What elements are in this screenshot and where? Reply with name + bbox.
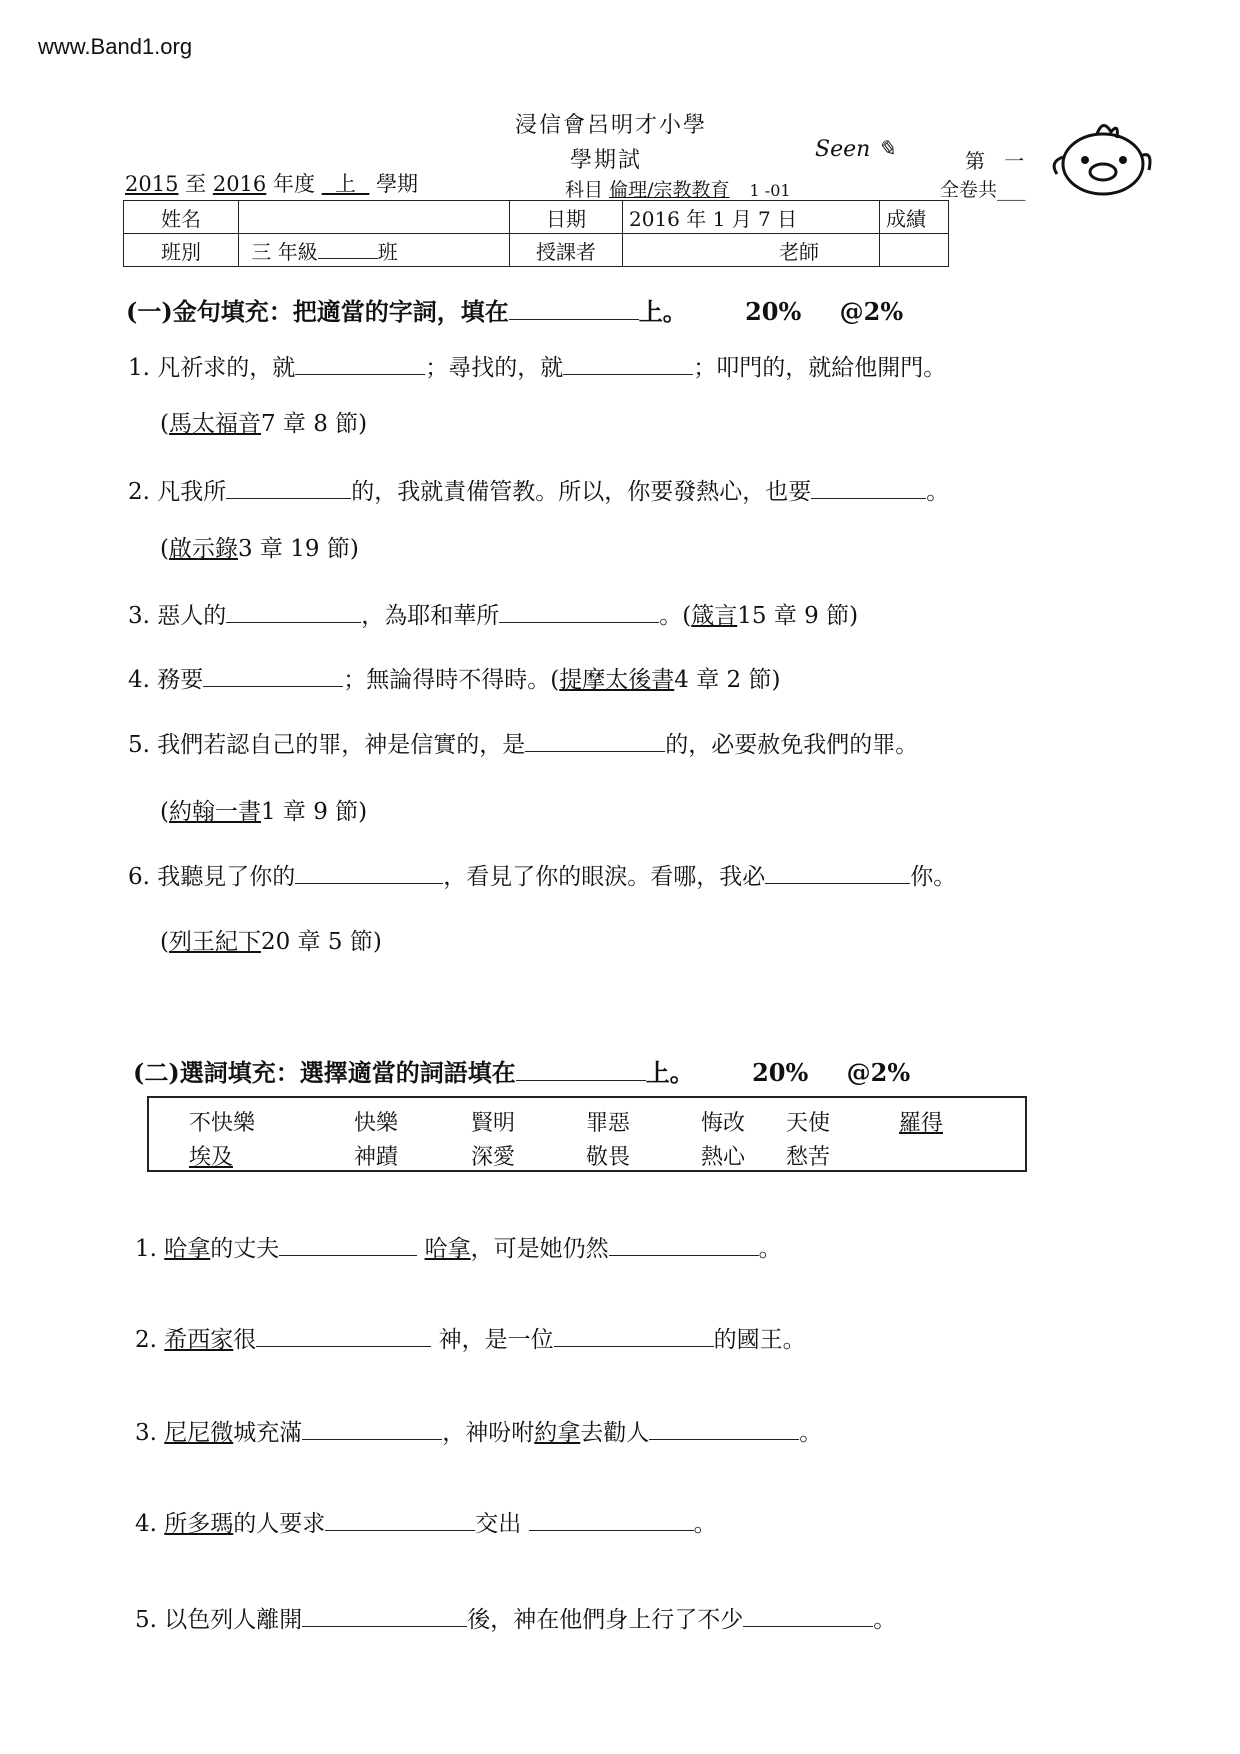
q-text: 我聽見了你的 [157, 864, 296, 890]
teacher-value: 老師 [623, 234, 880, 267]
answer-blank[interactable] [765, 861, 910, 884]
answer-blank[interactable] [554, 1324, 714, 1347]
student-info-table [123, 200, 949, 267]
name-label: 姓名 [124, 201, 239, 234]
answer-blank[interactable] [563, 352, 693, 375]
answer-blank[interactable] [649, 1417, 799, 1440]
ref-book: 馬太福音 [168, 411, 261, 437]
section2-title [133, 1053, 910, 1088]
year-word: 年度 [272, 172, 315, 196]
answer-blank[interactable] [743, 1604, 873, 1627]
teacher-label: 授課者 [510, 234, 623, 267]
word-option: 熱心 [701, 1145, 746, 1170]
word-option: 深愛 [471, 1145, 516, 1170]
q-text: 。 [758, 1236, 782, 1262]
word-option: 羅得 [899, 1111, 944, 1136]
answer-blank[interactable] [226, 600, 361, 623]
word-option: 埃及 [189, 1145, 234, 1170]
q-text: 凡祈求的，就 [157, 355, 296, 381]
score-field[interactable] [880, 234, 949, 267]
ref-rest: 7 章 8 節) [260, 411, 368, 437]
q-text: ，看見了你的眼淚。看哪，我必 [443, 864, 766, 890]
ref-book: 列王紀下 [168, 929, 261, 955]
s2-q1 [135, 1230, 782, 1263]
answer-blank[interactable] [226, 476, 351, 499]
word-option: 賢明 [471, 1111, 516, 1136]
s1-q5 [128, 726, 918, 759]
ref-book: 約翰一書 [168, 799, 261, 825]
section2-title-text: (二)選詞填充：選擇適當的詞語填在 [133, 1058, 516, 1087]
section1-marks: 20% [745, 297, 802, 326]
q-name: 希西家 [164, 1327, 234, 1353]
answer-blank[interactable] [256, 1324, 431, 1347]
q-text: 的，必要赦免我們的罪。 [665, 732, 919, 758]
subject-label: 科目 [565, 179, 604, 201]
answer-blank[interactable] [302, 1604, 467, 1627]
q-num: 5. [128, 732, 150, 758]
q-num: 5. [135, 1607, 157, 1633]
q-text: ，可是她仍然 [470, 1236, 609, 1262]
s2-q5 [135, 1601, 896, 1634]
answer-blank[interactable] [295, 861, 443, 884]
ref-rest: 15 章 9 節) [737, 603, 859, 629]
word-option: 天使 [786, 1111, 831, 1136]
section2-marks: 20% [752, 1058, 809, 1087]
q-name: 約拿 [534, 1420, 581, 1446]
q-num: 4. [135, 1511, 157, 1537]
subject-value: 倫理/宗教教育 [609, 179, 730, 201]
q-text: 後，神在他們身上行了不少 [467, 1607, 744, 1633]
q-num: 2. [135, 1327, 157, 1353]
answer-blank[interactable] [609, 1233, 759, 1256]
term-word: 學期 [376, 172, 419, 196]
section1-each: @2% [839, 297, 904, 326]
s1-q2 [128, 473, 949, 506]
s2-q4 [135, 1505, 717, 1538]
s1-q1-ref [160, 405, 367, 438]
class-field[interactable] [239, 234, 510, 267]
word-option: 不快樂 [189, 1111, 256, 1136]
answer-blank[interactable] [325, 1508, 475, 1531]
answer-blank[interactable] [295, 352, 425, 375]
q-text: 你。 [910, 864, 957, 890]
section1-title [126, 292, 903, 327]
q-text: 。 [926, 479, 950, 505]
s1-q4 [128, 661, 780, 694]
q-text: 城充滿 [233, 1420, 303, 1446]
s1-q3 [128, 597, 858, 630]
section1-title-text: (一)金句填充：把適當的字詞，填在 [126, 297, 509, 326]
answer-blank[interactable] [525, 729, 665, 752]
q-text: ；尋找的，就 [425, 355, 564, 381]
s1-q5-ref [160, 793, 367, 826]
word-option: 愁苦 [786, 1145, 831, 1170]
class-class: 班 [377, 239, 398, 264]
ref-book: 提摩太後書 [559, 667, 675, 693]
ref-open: ( [160, 411, 169, 437]
q-text: 去勸人 [580, 1420, 650, 1446]
q-text: 交出 [475, 1511, 522, 1537]
school-name: 浸信會呂明才小學 [515, 113, 708, 138]
answer-blank[interactable] [811, 476, 926, 499]
year-to: 2016 [212, 172, 267, 196]
q-num: 3. [128, 603, 150, 629]
subject-code: 1 -01 [749, 181, 791, 200]
date-value: 2016 年 1 月 7 日 [623, 201, 880, 234]
ref-rest: 3 章 19 節) [237, 536, 359, 562]
seen-text: Seen [815, 137, 871, 162]
q-text: 很 [233, 1327, 257, 1353]
q-text: 。 [693, 1511, 717, 1537]
school-year-line [125, 168, 418, 198]
q-text: 務要 [157, 667, 204, 693]
q-num: 4. [128, 667, 150, 693]
q-text: 的丈夫 [210, 1236, 280, 1262]
s1-q1 [128, 349, 946, 382]
q-num: 3. [135, 1420, 157, 1446]
ref-open: ( [160, 929, 169, 955]
word-option: 罪惡 [586, 1111, 631, 1136]
answer-blank[interactable] [203, 664, 343, 687]
page-value: 一 [1004, 149, 1025, 173]
word-option: 悔改 [701, 1111, 746, 1136]
q-text: ；無論得時不得時。( [343, 667, 560, 693]
q-text: ，為耶和華所 [361, 603, 500, 629]
q-text: 我們若認自己的罪，神是信實的，是 [157, 732, 526, 758]
q-name: 哈拿 [164, 1236, 211, 1262]
s2-q2 [135, 1321, 806, 1354]
q-text: 以色列人離開 [164, 1607, 303, 1633]
ref-book: 啟示錄 [168, 536, 238, 562]
s1-q6 [128, 858, 956, 891]
ref-rest: 1 章 9 節) [260, 799, 368, 825]
q-num: 1. [128, 355, 150, 381]
q-text: 凡我所 [157, 479, 227, 505]
year-to-word: 至 [185, 172, 207, 196]
q-name: 所多瑪 [164, 1511, 234, 1537]
section1-title-end: 上。 [638, 297, 687, 326]
s1-q6-ref [160, 923, 382, 956]
q-text: 。( [659, 603, 692, 629]
word-bank [147, 1096, 1027, 1172]
class-year: 年級 [277, 239, 318, 264]
q-text: 。 [799, 1420, 823, 1446]
answer-blank[interactable] [499, 600, 659, 623]
q-text: ，神吩咐 [442, 1420, 535, 1446]
q-num: 2. [128, 479, 150, 505]
total-label: 全卷共 [940, 179, 998, 201]
pencil-icon: ✎ [877, 137, 896, 162]
score-label: 成績 [880, 201, 949, 234]
q-num: 6. [128, 864, 150, 890]
subject-line [565, 175, 791, 202]
watermark-url: www.Band1.org [38, 34, 193, 59]
q-name: 尼尼微 [164, 1420, 234, 1446]
term-value [322, 172, 370, 196]
word-option: 快樂 [354, 1111, 399, 1136]
page-number [965, 145, 1024, 174]
q-text: 的人要求 [233, 1511, 326, 1537]
term-text: 上 [335, 172, 357, 196]
seen-stamp [815, 137, 896, 162]
q-text: 。 [873, 1607, 897, 1633]
ref-open: ( [160, 799, 169, 825]
page-label: 第 [965, 149, 985, 173]
ref-book: 箴言 [691, 603, 738, 629]
chick-doodle-icon [1045, 112, 1155, 202]
name-field[interactable] [239, 201, 510, 234]
answer-blank[interactable] [529, 1508, 694, 1531]
s2-q3 [135, 1414, 822, 1447]
ref-open: ( [160, 536, 169, 562]
section2-each: @2% [846, 1058, 911, 1087]
q-text: 的，我就責備管教。所以，你要發熱心，也要 [351, 479, 812, 505]
exam-title: 學期試 [570, 148, 643, 173]
date-label: 日期 [510, 201, 623, 234]
q-text: 神，是一位 [438, 1327, 554, 1353]
s1-q2-ref [160, 530, 359, 563]
ref-rest: 20 章 5 節) [260, 929, 382, 955]
total-pages: 全卷共___ [940, 179, 1026, 201]
q-num: 1. [135, 1236, 157, 1262]
section2-title-end: 上。 [645, 1058, 694, 1087]
year-from: 2015 [125, 172, 179, 196]
q-name: 哈拿 [424, 1236, 471, 1262]
q-text: 惡人的 [157, 603, 227, 629]
ref-rest: 4 章 2 節) [674, 667, 781, 693]
word-option: 敬畏 [586, 1145, 631, 1170]
word-option: 神蹟 [354, 1145, 399, 1170]
q-text: 的國王。 [713, 1327, 806, 1353]
q-text: ；叩門的，就給他開門。 [693, 355, 947, 381]
answer-blank[interactable] [279, 1233, 417, 1256]
answer-blank[interactable] [302, 1417, 442, 1440]
class-label: 班別 [124, 234, 239, 267]
class-grade: 三 [251, 239, 272, 264]
